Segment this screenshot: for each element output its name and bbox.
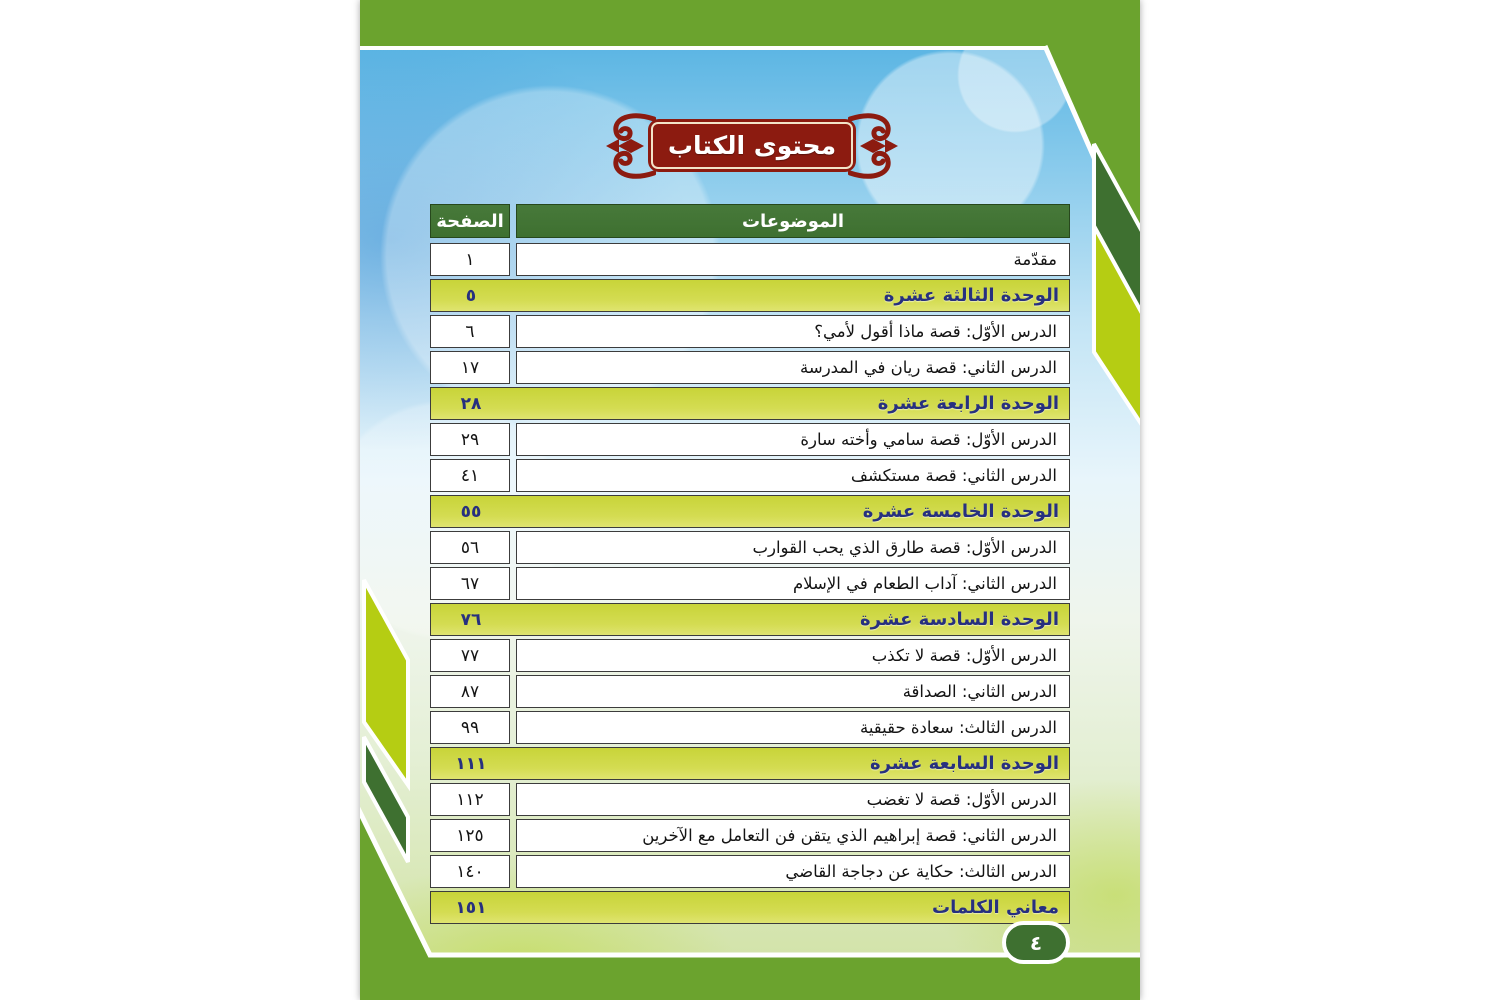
toc-row: [430, 783, 1070, 816]
toc-unit-row: [430, 891, 1070, 924]
contents-title-banner: [648, 119, 856, 172]
top-band-underline: [360, 46, 1045, 50]
row-page-number: ٤١: [430, 459, 510, 492]
unit-page-number: ٥٥: [460, 501, 482, 522]
toc-row: [430, 639, 1070, 672]
row-topic: الدرس الأوّل: قصة سامي وأخته سارة: [516, 423, 1070, 456]
page-number: ٤: [1029, 930, 1043, 955]
row-topic: الدرس الثالث: سعادة حقيقية: [516, 711, 1070, 744]
toc-row: [430, 459, 1070, 492]
row-page-number: ٢٩: [430, 423, 510, 456]
toc-unit-row: [430, 747, 1070, 780]
row-page-number: ٦: [430, 315, 510, 348]
row-topic: الدرس الأوّل: قصة لا تكذب: [516, 639, 1070, 672]
toc-unit-row: [430, 279, 1070, 312]
unit-title: الوحدة الخامسة عشرة: [862, 501, 1059, 522]
toc-row: [430, 567, 1070, 600]
row-page-number: ٧٧: [430, 639, 510, 672]
row-page-number: ١٢٥: [430, 819, 510, 852]
row-topic: مقدّمة: [516, 243, 1070, 276]
row-page-number: ١٧: [430, 351, 510, 384]
toc-rows: [430, 243, 1070, 924]
row-topic: الدرس الثاني: الصداقة: [516, 675, 1070, 708]
toc-row: [430, 711, 1070, 744]
column-header-topics: الموضوعات: [516, 204, 1070, 238]
row-page-number: ٩٩: [430, 711, 510, 744]
toc-row: [430, 675, 1070, 708]
table-header-row: [430, 204, 1070, 238]
toc-row: [430, 351, 1070, 384]
unit-page-number: ٢٨: [460, 393, 482, 414]
row-topic: الدرس الثاني: قصة إبراهيم الذي يتقن فن التعامل مع الآخرين: [516, 819, 1070, 852]
row-topic: الدرس الأوّل: قصة ماذا أقول لأمي؟: [516, 315, 1070, 348]
toc-unit-row: [430, 603, 1070, 636]
toc-row: [430, 315, 1070, 348]
row-topic: الدرس الثالث: حكاية عن دجاجة القاضي: [516, 855, 1070, 888]
row-page-number: ١: [430, 243, 510, 276]
book-page: [360, 0, 1140, 1000]
unit-title: معاني الكلمات: [932, 897, 1059, 918]
unit-title: الوحدة السادسة عشرة: [859, 609, 1059, 630]
unit-title: الوحدة السابعة عشرة: [869, 753, 1059, 774]
toc-row: [430, 243, 1070, 276]
page-number-badge: [1002, 921, 1070, 964]
unit-title: الوحدة الثالثة عشرة: [883, 285, 1059, 306]
row-topic: الدرس الثاني: قصة مستكشف: [516, 459, 1070, 492]
contents-table: [430, 204, 1070, 927]
row-page-number: ١١٢: [430, 783, 510, 816]
row-topic: الدرس الأوّل: قصة لا تغضب: [516, 783, 1070, 816]
unit-page-number: ١٥١: [455, 897, 487, 918]
row-topic: الدرس الثاني: آداب الطعام في الإسلام: [516, 567, 1070, 600]
toc-row: [430, 423, 1070, 456]
column-header-page: الصفحة: [430, 204, 510, 238]
unit-page-number: ٧٦: [460, 609, 482, 630]
toc-row: [430, 819, 1070, 852]
toc-unit-row: [430, 495, 1070, 528]
row-page-number: ١٤٠: [430, 855, 510, 888]
unit-title: الوحدة الرابعة عشرة: [877, 393, 1059, 414]
unit-page-number: ١١١: [455, 753, 487, 774]
page-title: محتوى الكتاب: [667, 131, 837, 160]
toc-row: [430, 855, 1070, 888]
toc-row: [430, 531, 1070, 564]
toc-unit-row: [430, 387, 1070, 420]
row-page-number: ٥٦: [430, 531, 510, 564]
unit-page-number: ٥: [465, 285, 477, 306]
row-page-number: ٨٧: [430, 675, 510, 708]
row-topic: الدرس الثاني: قصة ريان في المدرسة: [516, 351, 1070, 384]
row-page-number: ٦٧: [430, 567, 510, 600]
row-topic: الدرس الأوّل: قصة طارق الذي يحب القوارب: [516, 531, 1070, 564]
